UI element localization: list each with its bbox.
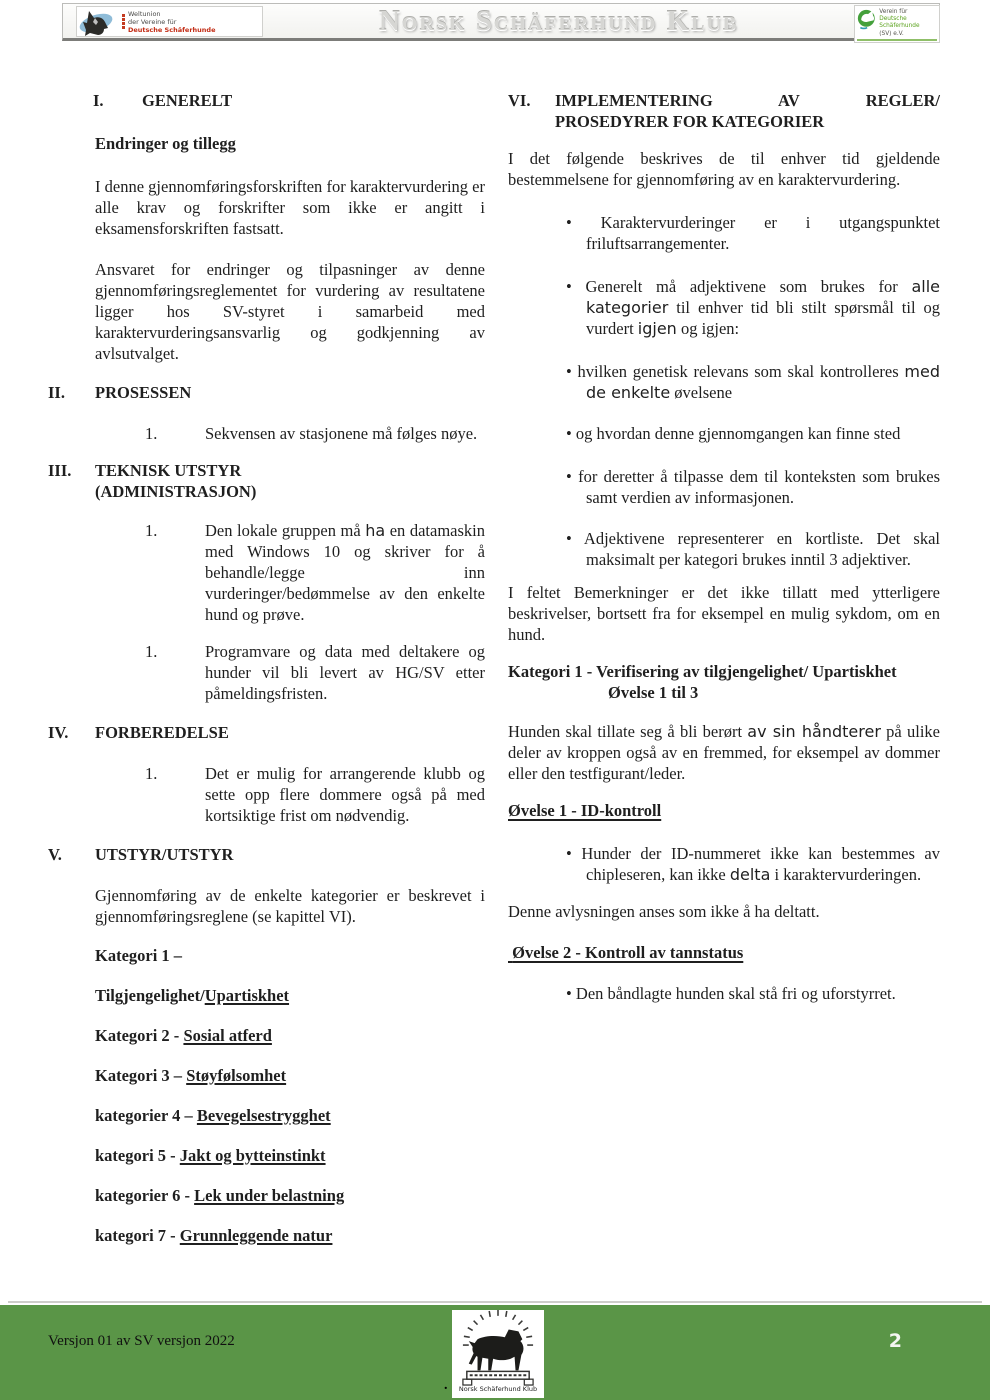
bullet-icon: •	[566, 277, 572, 296]
bullet-item: • Generelt må adjektivene som brukes for alle kategorier til enhver tid bli stilt spørsmål til og vurdert igjen og igjen:	[566, 277, 940, 338]
section-number: III.	[48, 461, 72, 480]
sv-text-line: Deutsche Schäferhunde	[879, 16, 920, 30]
bullet-item: • Karaktervurderinger er i utgangspunktet friluftsarrangementer.	[566, 213, 940, 253]
section-title: GENERELT	[142, 91, 233, 110]
category-line-1b: Tilgjengelighet/Upartiskhet	[95, 986, 290, 1005]
item-text: Den lokale gruppen må ha en datamaskin med Windows 10 og skriver for å behandle/legge inn vurderinger/bedømmelse av den enkelte hund og prøve.	[205, 521, 486, 624]
category-line-4: kategorier 4 – Bevegelsestrygghet	[95, 1106, 331, 1125]
bullet-icon: •	[566, 213, 572, 232]
category-line-7: kategori 7 - Grunnleggende natur	[95, 1226, 333, 1245]
section-heading-implementering	[508, 90, 940, 132]
bullet-icon: •	[566, 984, 572, 1003]
footer-version-text: Versjon 01 av SV versjon 2022	[48, 1333, 235, 1349]
sv-text-line: (SV) e.V.	[879, 30, 904, 37]
club-logo-caption: Norsk Schäferhund Klub	[458, 1385, 538, 1393]
footer-divider	[8, 1301, 982, 1303]
item-number: 1.	[145, 521, 158, 540]
section-number: IV.	[48, 723, 69, 742]
sv-logo-fineprint	[857, 39, 937, 41]
bullet-item: • hvilken genetisk relevans som skal kontrolleres med de enkelte øvelsene	[566, 362, 941, 402]
sv-text-line: Verein für	[879, 9, 908, 15]
section-title: FORBEREDELSE	[95, 723, 229, 742]
wusv-text-line: Weltunion	[128, 9, 161, 18]
section-title: PROSESSEN	[95, 383, 192, 402]
category-line-3: Kategori 3 – Støyfølsomhet	[95, 1066, 287, 1085]
bullet-item: • Hunder der ID-nummeret ikke kan bestemmes av chipleseren, kan ikke delta i karaktervurderingen.	[566, 844, 941, 884]
paragraph: Ansvaret for endringer og tilpasninger av denne gjennomføringsreglementet for vurdering av resultatene ligger hos SV-styret i samarbeid med karaktervurderingsansvarlig og godkjenning av avlsutvalget.	[95, 260, 485, 363]
numbered-item	[145, 763, 485, 826]
section-title-line: (ADMINISTRASJON)	[95, 482, 257, 501]
section-number: VI.	[508, 91, 531, 110]
section-heading-prosessen	[48, 382, 485, 403]
item-text: Det er mulig for arrangerende klubb og sette opp flere dommere også på med kortsiktige frist om nødvendig.	[205, 764, 485, 825]
category-1-heading: Kategori 1 - Verifisering av tilgjengelighet/ Upartiskhet	[508, 662, 897, 681]
wusv-text-line: der Vereine für	[128, 17, 177, 26]
paragraph: Hunden skal tillate seg å bli berørt av sin håndterer på ulike deler av kroppen også av en fremmed, for eksempel av dommer eller den testfigurant/leder.	[508, 722, 940, 783]
sv-logo	[854, 5, 940, 43]
section-number: II.	[48, 383, 65, 402]
bullet-item: • Adjektivene representerer en kortliste. Det skal maksimalt per kategori brukes inntil 3 adjektiver.	[566, 529, 940, 569]
exercise-range-subheading: Øvelse 1 til 3	[608, 683, 699, 702]
section-heading-generelt	[93, 90, 485, 111]
wusv-text-line: Deutsche Schäferhunde	[128, 25, 216, 34]
exercise-1-heading: Øvelse 1 - ID-kontroll	[508, 801, 662, 820]
bullet-item: • Den båndlagte hunden skal stå fri og uforstyrret.	[566, 984, 896, 1003]
category-line-1a: Kategori 1 –	[95, 946, 183, 965]
bullet-icon: •	[566, 529, 572, 548]
bullet-icon: •	[566, 424, 572, 443]
paragraph: I det følgende beskrives de til enhver tid gjeldende bestemmelsene for gjennomføring av en karaktervurdering.	[508, 149, 940, 189]
bullet-icon: •	[566, 467, 572, 486]
section-title	[95, 460, 485, 502]
right-column	[508, 90, 940, 1004]
paragraph: Gjennomføring av de enkelte kategorier er beskrevet i gjennomføringsreglene (se kapittel VI).	[95, 886, 485, 926]
section-title: UTSTYR/UTSTYR	[95, 845, 234, 864]
item-text: Sekvensen av stasjonene må følges nøye.	[205, 424, 478, 443]
wusv-logo	[76, 6, 263, 37]
bullet-icon: •	[566, 844, 572, 863]
item-number: 1.	[145, 764, 158, 783]
stray-period: .	[444, 1378, 448, 1393]
bullet-item: • og hvordan denne gjennomgangen kan finne sted	[566, 424, 901, 443]
category-line-6: kategorier 6 - Lek under belastning	[95, 1186, 345, 1205]
bullet-icon: •	[566, 362, 572, 381]
club-logo	[452, 1310, 544, 1398]
item-number: 1.	[145, 424, 158, 443]
section-number: I.	[93, 91, 104, 110]
item-text: Programvare og data med deltakere og hunder vil bli levert av HG/SV etter påmeldingsfristen.	[205, 642, 485, 703]
wusv-red-mark-icon	[122, 14, 125, 29]
bullet-item: • for deretter å tilpasse dem til konteksten som brukes samt verdien av informasjonen.	[566, 467, 940, 507]
page-title: Norsk Schäferhund Klub	[378, 4, 739, 37]
item-number: 1.	[145, 642, 158, 661]
numbered-item	[145, 423, 485, 444]
paragraph: I denne gjennomføringsforskriften for karaktervurdering er alle krav og forskrifter som ikke er angitt i eksamensforskriften fastsatt.	[95, 177, 485, 238]
subheading-endringer: Endringer og tillegg	[95, 134, 236, 153]
section-heading-teknisk-utstyr	[48, 460, 485, 502]
category-line-5: kategori 5 - Jakt og bytteinstinkt	[95, 1146, 326, 1165]
section-title-line: IMPLEMENTERING AV REGLER/	[555, 91, 940, 110]
wusv-dog-head-icon	[77, 8, 119, 36]
exercise-2-heading: Øvelse 2 - Kontroll av tannstatus	[508, 943, 744, 962]
section-title-line: PROSEDYRER FOR KATEGORIER	[555, 112, 825, 131]
paragraph: I feltet Bemerkninger er det ikke tillatt med ytterligere beskrivelser, bortsett fra for eksempel en mulig sykdom, om en hund.	[508, 583, 940, 644]
left-column	[48, 90, 485, 1246]
section-heading-utstyr	[48, 844, 485, 865]
numbered-item	[145, 520, 485, 625]
section-number: V.	[48, 845, 62, 864]
page-number: 2	[888, 1330, 902, 1352]
section-title	[555, 90, 940, 132]
sv-dog-head-icon	[857, 7, 877, 33]
section-title-line: TEKNISK UTSTYR	[95, 461, 242, 480]
category-line-2: Kategori 2 - Sosial atferd	[95, 1026, 272, 1045]
section-heading-forberedelse	[48, 722, 485, 743]
shepherd-dog-icon	[453, 1310, 543, 1386]
paragraph: Denne avlysningen anses som ikke å ha deltatt.	[508, 902, 820, 921]
numbered-item	[145, 641, 485, 704]
page-header	[62, 3, 940, 41]
